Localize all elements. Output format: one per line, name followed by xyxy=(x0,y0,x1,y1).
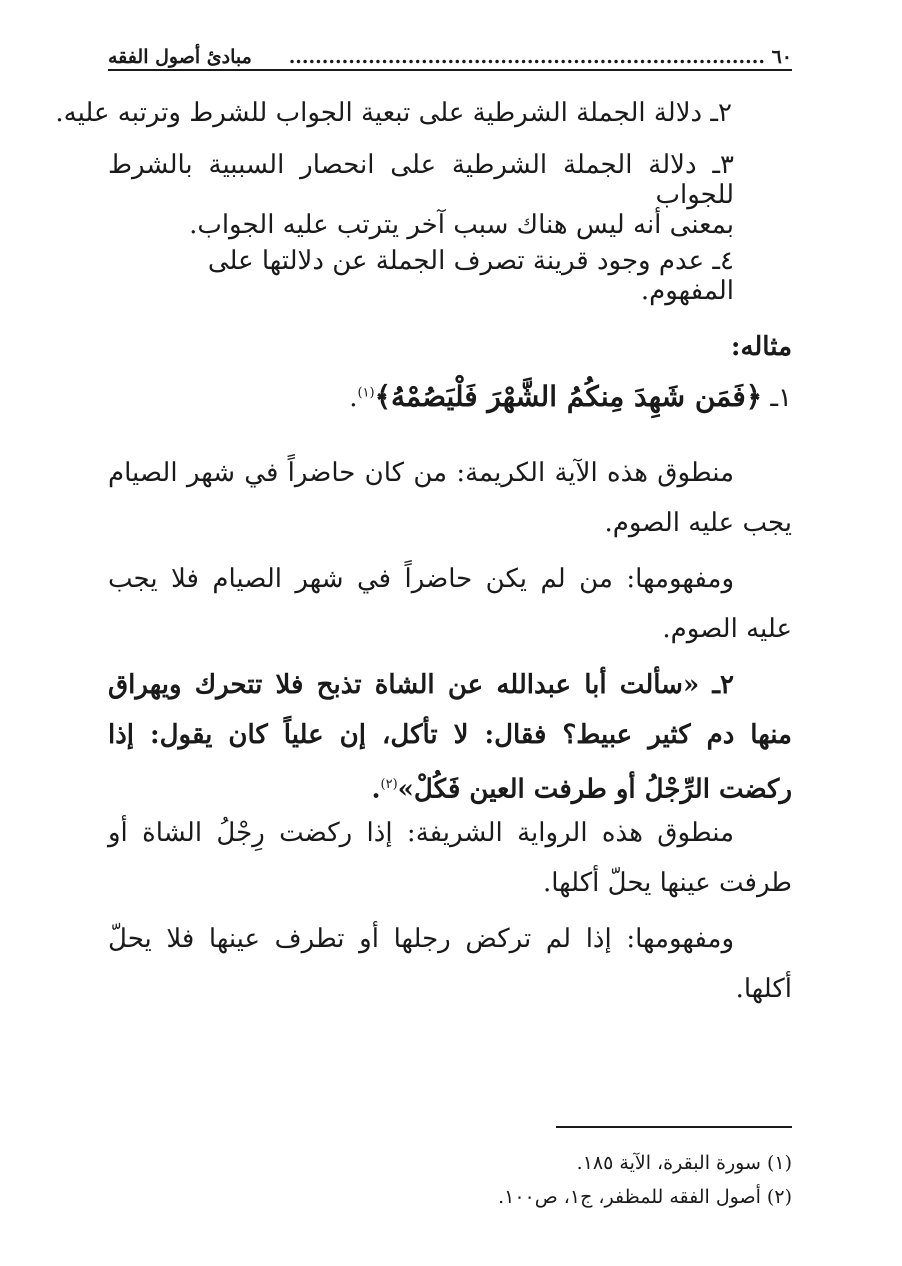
example-1-number: ١ـ xyxy=(770,383,792,413)
condition-4-text: ٤ـ عدم وجود قرينة تصرف الجملة عن دلالتها على المفهوم. xyxy=(207,246,734,306)
example-2-hadith xyxy=(108,660,792,815)
hadith-text: ٢ـ «سألت أبا عبدالله عن الشاة تذبح فلا تتحرك ويهراق منها دم كثير عبيط؟ فقال: لا تأكل، إن علياً كان يقول: إذا ركضت الرِّجْلُ أو طرفت العين فَكُلْ» xyxy=(108,670,792,805)
footnote-ref-2: (٢) xyxy=(380,777,398,792)
condition-3-line-2: بمعنى أنه ليس هناك سبب آخر يترتب عليه الجواب. xyxy=(189,210,734,240)
quran-verse: ﴿فَمَن شَهِدَ مِنكُمُ الشَّهْرَ فَلْيَصُمْهُ﴾ xyxy=(374,380,763,413)
condition-3 xyxy=(108,150,792,240)
paragraph-mantuq-1: منطوق هذه الآية الكريمة: من كان حاضراً في شهر الصيام يجب عليه الصوم. xyxy=(108,458,792,538)
page-number: ٦٠ xyxy=(771,46,792,68)
condition-4 xyxy=(108,246,792,306)
footnotes xyxy=(498,1146,792,1214)
running-header xyxy=(108,34,792,68)
paragraph-mantuq-2: منطوق هذه الرواية الشريفة: إذا ركضت رِجْلُ الشاة أو طرفت عينها يحلّ أكلها. xyxy=(108,818,792,898)
header-page-number-group xyxy=(289,46,792,68)
footnote-ref-1: (١) xyxy=(357,385,375,401)
footnote-1: (١) سورة البقرة، الآية ١٨٥. xyxy=(576,1152,792,1174)
example-2-end: . xyxy=(371,774,381,805)
book-title: مبادئ أصول الفقه xyxy=(108,46,252,68)
condition-2: ٢ـ دلالة الجملة الشرطية على تبعية الجواب للشرط وترتبه عليه. xyxy=(55,98,732,128)
header-rule xyxy=(108,69,792,71)
paragraph-mafhum-1: ومفهومها: من لم يكن حاضراً في شهر الصيام فلا يجب عليه الصوم. xyxy=(108,564,792,644)
footnote-rule xyxy=(556,1126,792,1128)
footnote-2: (٢) أصول الفقه للمظفر، ج١، ص١٠٠. xyxy=(498,1186,792,1208)
example-1 xyxy=(108,380,792,413)
header-dots: ........................................................................ xyxy=(288,46,765,68)
condition-3-line-1: ٣ـ دلالة الجملة الشرطية على انحصار السببية بالشرط للجواب xyxy=(108,150,734,210)
example-1-end: . xyxy=(349,383,358,413)
paragraph-mafhum-2: ومفهومها: إذا لم تركض رجلها أو تطرف عينها فلا يحلّ أكلها. xyxy=(108,924,792,1004)
example-heading: مثاله: xyxy=(730,332,792,362)
